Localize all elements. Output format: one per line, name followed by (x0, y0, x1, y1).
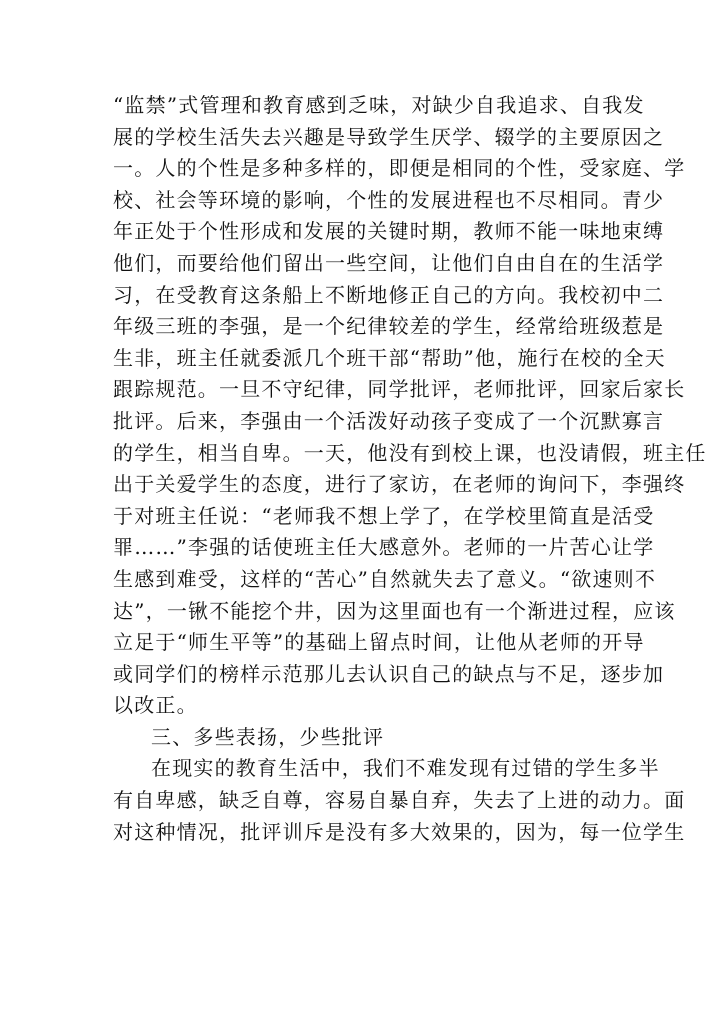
text-line: 有自卑感，缺乏自尊，容易自暴自弃，失去了上进的动力。面 (113, 788, 686, 813)
text-line: 年正处于个性形成和发展的关键时期，教师不能一味地束缚 (113, 219, 665, 244)
text-line: 以改正。 (113, 693, 198, 718)
text-line: 在现实的教育生活中，我们不难发现有过错的学生多半 (151, 756, 660, 781)
text-line: 跟踪规范。一旦不守纪律，同学批评，老师批评，回家后家长 (113, 377, 686, 402)
text-line: 出于关爱学生的态度，进行了家访，在老师的询问下，李强终 (113, 472, 686, 497)
section-heading: 三、多些表扬，少些批评 (151, 724, 385, 749)
text-line: 批评。后来，李强由一个活泼好动孩子变成了一个沉默寡言 (113, 408, 665, 433)
body-text (113, 90, 707, 848)
text-line: 一。人的个性是多种多样的，即便是相同的个性，受家庭、学 (113, 156, 686, 181)
text-line: 达”，一锹不能挖个井，因为这里面也有一个渐进过程，应该 (113, 598, 676, 623)
text-line: “监禁”式管理和教育感到乏味，对缺少自我追求、自我发 (113, 93, 645, 117)
text-line: 生非，班主任就委派几个班干部“帮助”他，施行在校的全天 (113, 345, 666, 370)
text-line: 罪……”李强的话使班主任大感意外。老师的一片苦心让学 (113, 535, 655, 560)
text-line: 习，在受教育这条船上不断地修正自己的方向。我校初中二 (113, 282, 665, 307)
text-line: 生感到难受，这样的“苦心”自然就失去了意义。“欲速则不 (113, 566, 657, 591)
text-line: 或同学们的榜样示范那儿去认识自己的缺点与不足，逐步加 (113, 661, 665, 686)
text-line: 年级三班的李强，是一个纪律较差的学生，经常给班级惹是 (113, 314, 665, 339)
text-line: 校、社会等环境的影响，个性的发展进程也不尽相同。青少 (113, 187, 665, 212)
text-line: 的学生，相当自卑。一天，他没有到校上课，也没请假，班主任 (113, 440, 707, 465)
text-line: 对这种情况，批评训斥是没有多大效果的，因为，每一位学生 (113, 819, 686, 844)
text-line: 展的学校生活失去兴趣是导致学生厌学、辍学的主要原因之 (113, 124, 665, 149)
text-line: 于对班主任说：“老师我不想上学了，在学校里简直是活受 (113, 503, 655, 528)
text-line: 他们，而要给他们留出一些空间，让他们自由自在的生活学 (113, 250, 665, 275)
text-line: 立足于“师生平等”的基础上留点时间，让他从老师的开导 (113, 630, 645, 655)
